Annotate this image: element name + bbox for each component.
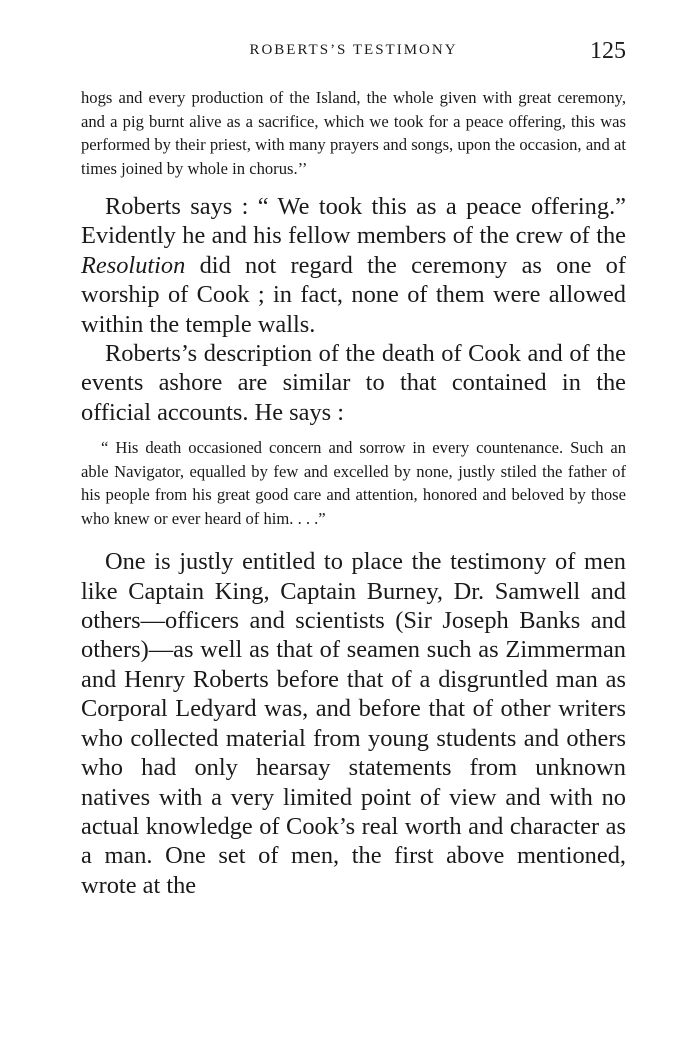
quotation-continued: [81, 86, 626, 180]
ship-name-italic: Resolution: [81, 251, 186, 279]
quotation-body: “ His death occasioned concern and sorrow in every countenance. Such an able Navigator, equalled by few and excelled by none, justly stiled the father of his people from his great good care and attention, honored and beloved by those who knew or ever heard of him. . . .”: [81, 438, 626, 528]
body-text-top: [81, 192, 626, 427]
page-number: 125: [590, 38, 626, 64]
paragraph-testimony: One is justly entitled to place the testimony of men like Captain King, Captain Burney, Dr. Samwell and others—officers and scientists (Sir Joseph Banks and others)—as well as that of seamen such as Zimmerman and Henry Roberts before that of a disgruntled man as Corporal Ledyard was, and before that of other writers who collected material from young students and others who had only hearsay statements from unknown natives with a very limited point of view and with no actual knowledge of Cook’s real worth and character as a man. One set of men, the first above mentioned, wrote at the: [81, 548, 626, 899]
body-text-bottom: [81, 547, 626, 900]
running-head: [81, 38, 626, 68]
paragraph-death-of-cook: Roberts’s description of the death of Cook and of the events ashore are similar to that contained in the official accounts. He says :: [81, 340, 626, 426]
running-title: ROBERTS’S TESTIMONY: [249, 42, 458, 58]
paragraph-roberts-says: [81, 192, 626, 339]
paragraph-text: did not regard the ceremony as one of worship of Cook ; in fact, none of them were allowed within the temple walls.: [81, 251, 626, 338]
paragraph-text: Roberts says : “ We took this as a peace offering.” Evidently he and his fellow members of the crew of the: [81, 193, 626, 250]
book-page: [81, 38, 626, 900]
quotation-text: hogs and every production of the Island, the whole given with great ceremony, and a pig burnt alive as a sacrifice, which we took for a peace offering, this was performed by their priest, with many prayers and songs, upon the occasion, and at times joined by whole in chorus.’’: [81, 88, 626, 178]
quotation-text: [81, 436, 626, 530]
block-quotation: [81, 436, 626, 530]
